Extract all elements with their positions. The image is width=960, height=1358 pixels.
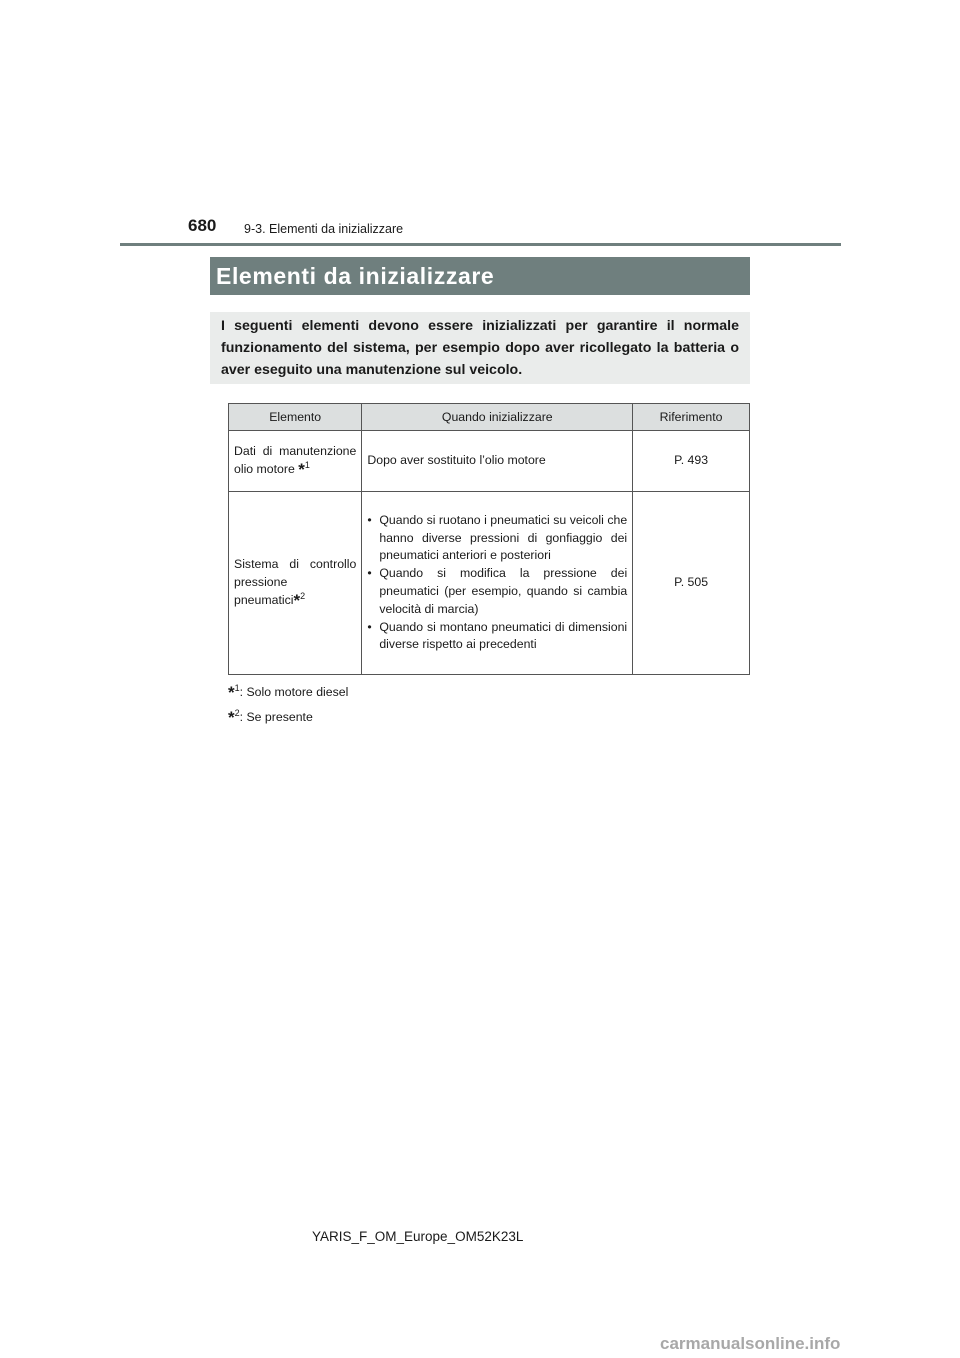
header-cell-when: Quando inizializzare bbox=[362, 404, 633, 431]
section-title: Elementi da inizializzare bbox=[216, 263, 495, 289]
initialization-table bbox=[228, 403, 750, 675]
footnote-number: 2 bbox=[234, 707, 240, 718]
header-cell-item: Elemento bbox=[229, 404, 362, 431]
item-cell bbox=[229, 431, 362, 492]
item-text: Sistema di controllo pressione pneumatici bbox=[234, 557, 357, 607]
document-code: YARIS_F_OM_Europe_OM52K23L bbox=[312, 1229, 524, 1244]
list-item: • Quando si ruotano i pneumatici su veicoli che hanno diverse pressioni di gonfiaggio dei pneumatici anteriori e posteriori bbox=[367, 512, 627, 565]
table-row bbox=[229, 492, 750, 675]
footnote-number: 2 bbox=[300, 590, 306, 601]
list-item: • Quando si modifica la pressione dei pneumatici (per esempio, quando si cambia velocità di marcia) bbox=[367, 565, 627, 618]
footnote-1 bbox=[228, 682, 349, 702]
header-cell-reference: Riferimento bbox=[633, 404, 750, 431]
footnote-asterisk: * bbox=[293, 590, 301, 610]
footnote-asterisk: * bbox=[228, 708, 235, 727]
footnote-2 bbox=[228, 707, 313, 727]
item-cell bbox=[229, 492, 362, 675]
list-item: • Quando si montano pneumatici di dimensioni diverse rispetto ai precedenti bbox=[367, 619, 627, 655]
intro-box bbox=[210, 312, 750, 384]
footnote-number: 1 bbox=[234, 682, 240, 693]
section-reference: 9-3. Elementi da inizializzare bbox=[244, 222, 404, 236]
when-cell bbox=[362, 492, 633, 675]
reference-cell: P. 493 bbox=[633, 431, 750, 492]
header-divider bbox=[120, 243, 841, 246]
when-cell: Dopo aver sostituito l’olio motore bbox=[362, 431, 633, 492]
page-number: 680 bbox=[188, 216, 217, 235]
item-text: Dati di manutenzione olio motore bbox=[234, 444, 357, 476]
footnote-number: 1 bbox=[304, 459, 310, 470]
when-list bbox=[367, 512, 627, 654]
footnote-text: : Se presente bbox=[239, 710, 313, 724]
table-header-row bbox=[229, 404, 750, 431]
reference-cell: P. 505 bbox=[633, 492, 750, 675]
intro-text: I seguenti elementi devono essere inizializzati per garantire il normale funzionamento del sistema, per esempio dopo aver ricollegato la batteria o aver eseguito una manutenzione sul veicolo. bbox=[221, 318, 739, 378]
table-row bbox=[229, 431, 750, 492]
watermark: carmanualsonline.info bbox=[660, 1334, 841, 1353]
footnote-asterisk: * bbox=[228, 683, 235, 702]
section-title-bar bbox=[210, 257, 750, 295]
footnote-asterisk: * bbox=[298, 460, 305, 479]
footnote-text: : Solo motore diesel bbox=[239, 685, 349, 699]
